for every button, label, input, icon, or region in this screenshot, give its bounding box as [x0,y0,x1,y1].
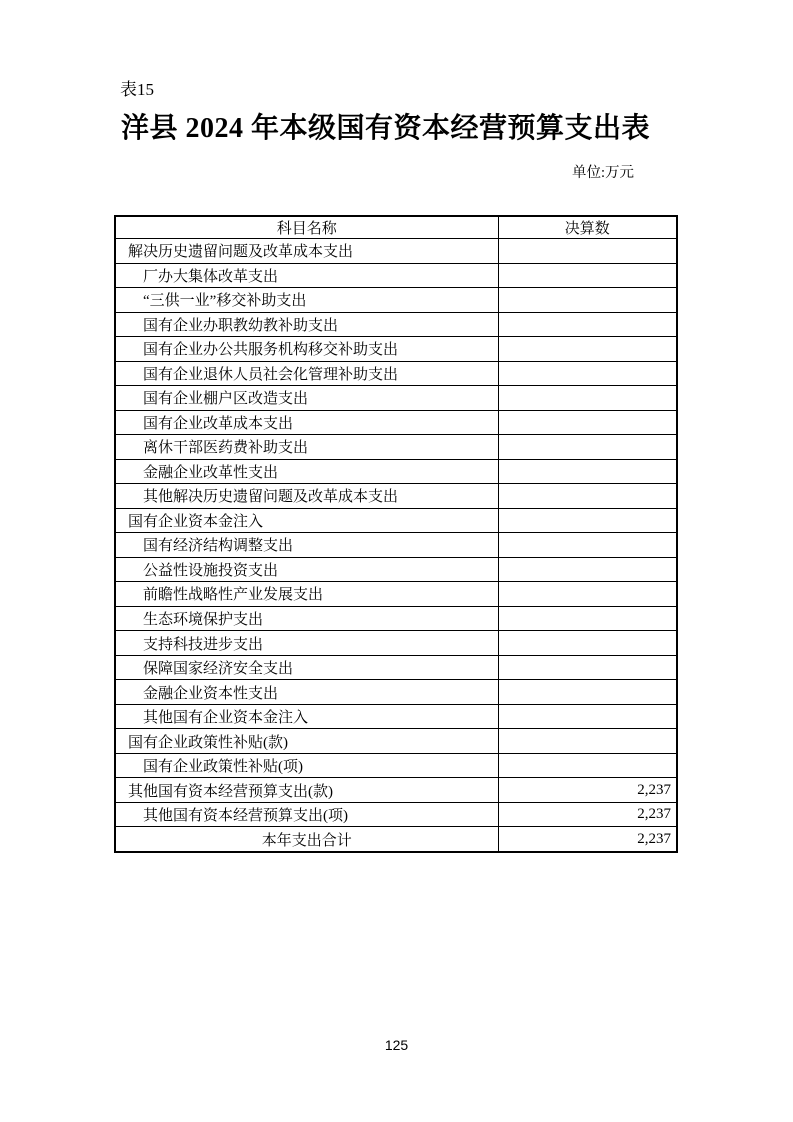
subject-name-cell: 金融企业资本性支出 [115,680,498,705]
table-row [115,729,677,754]
amount-cell [498,582,677,607]
subject-name-cell: 保障国家经济安全支出 [115,655,498,680]
subject-name-cell: 国有企业资本金注入 [115,508,498,533]
amount-cell [498,631,677,656]
amount-cell [498,753,677,778]
subject-name-cell: 国有企业办职教幼教补助支出 [115,312,498,337]
column-header-subject-name: 科目名称 [115,216,498,239]
table-row [115,533,677,558]
table-row [115,631,677,656]
table-row [115,312,677,337]
subject-name-cell: 支持科技进步支出 [115,631,498,656]
amount-cell: 2,237 [498,802,677,827]
table-row [115,239,677,264]
subject-name-cell: 解决历史遗留问题及改革成本支出 [115,239,498,264]
table-row [115,410,677,435]
table-row [115,582,677,607]
subject-name-cell: 其他国有资本经营预算支出(项) [115,802,498,827]
table-row [115,288,677,313]
table-row [115,680,677,705]
amount-cell [498,484,677,509]
amount-cell [498,312,677,337]
amount-cell [498,704,677,729]
subject-name-cell: 国有企业退休人员社会化管理补助支出 [115,361,498,386]
amount-cell [498,533,677,558]
table-header-row [115,216,677,239]
table-body [115,239,677,853]
subject-name-cell: 国有企业办公共服务机构移交补助支出 [115,337,498,362]
subject-name-cell: 国有企业政策性补贴(项) [115,753,498,778]
column-header-final-amount: 决算数 [498,216,677,239]
table-row [115,459,677,484]
subject-name-cell: 其他解决历史遗留问题及改革成本支出 [115,484,498,509]
amount-cell: 2,237 [498,778,677,803]
amount-cell [498,361,677,386]
table-row [115,386,677,411]
table-row [115,263,677,288]
table-number-label: 表15 [120,80,154,99]
amount-cell [498,435,677,460]
subject-name-cell: 前瞻性战略性产业发展支出 [115,582,498,607]
table-row [115,753,677,778]
amount-cell [498,508,677,533]
page-number: 125 [384,1037,409,1053]
subject-name-cell: 公益性设施投资支出 [115,557,498,582]
amount-cell [498,288,677,313]
table-row [115,484,677,509]
table-row [115,704,677,729]
unit-note: 单位:万元 [572,165,635,181]
table-row [115,827,677,852]
table-row [115,361,677,386]
table-row [115,557,677,582]
subject-name-cell: 金融企业改革性支出 [115,459,498,484]
subject-name-cell: 国有企业棚户区改造支出 [115,386,498,411]
budget-expenditure-table [114,215,678,853]
table-row [115,337,677,362]
table-row [115,778,677,803]
subject-name-cell: 国有企业政策性补贴(款) [115,729,498,754]
subject-name-cell: 国有经济结构调整支出 [115,533,498,558]
table-row [115,435,677,460]
amount-cell [498,410,677,435]
amount-cell [498,655,677,680]
amount-cell: 2,237 [498,827,677,852]
table-row [115,802,677,827]
amount-cell [498,680,677,705]
amount-cell [498,606,677,631]
subject-name-cell: 本年支出合计 [115,827,498,852]
table-row [115,655,677,680]
table-row [115,508,677,533]
amount-cell [498,386,677,411]
subject-name-cell: 离休干部医药费补助支出 [115,435,498,460]
subject-name-cell: 其他国有企业资本金注入 [115,704,498,729]
subject-name-cell: 其他国有资本经营预算支出(款) [115,778,498,803]
table-row [115,606,677,631]
subject-name-cell: “三供一业”移交补助支出 [115,288,498,313]
amount-cell [498,557,677,582]
amount-cell [498,239,677,264]
amount-cell [498,729,677,754]
subject-name-cell: 厂办大集体改革支出 [115,263,498,288]
amount-cell [498,459,677,484]
amount-cell [498,263,677,288]
subject-name-cell: 生态环境保护支出 [115,606,498,631]
subject-name-cell: 国有企业改革成本支出 [115,410,498,435]
amount-cell [498,337,677,362]
page-title: 洋县 2024 年本级国有资本经营预算支出表 [121,113,651,144]
